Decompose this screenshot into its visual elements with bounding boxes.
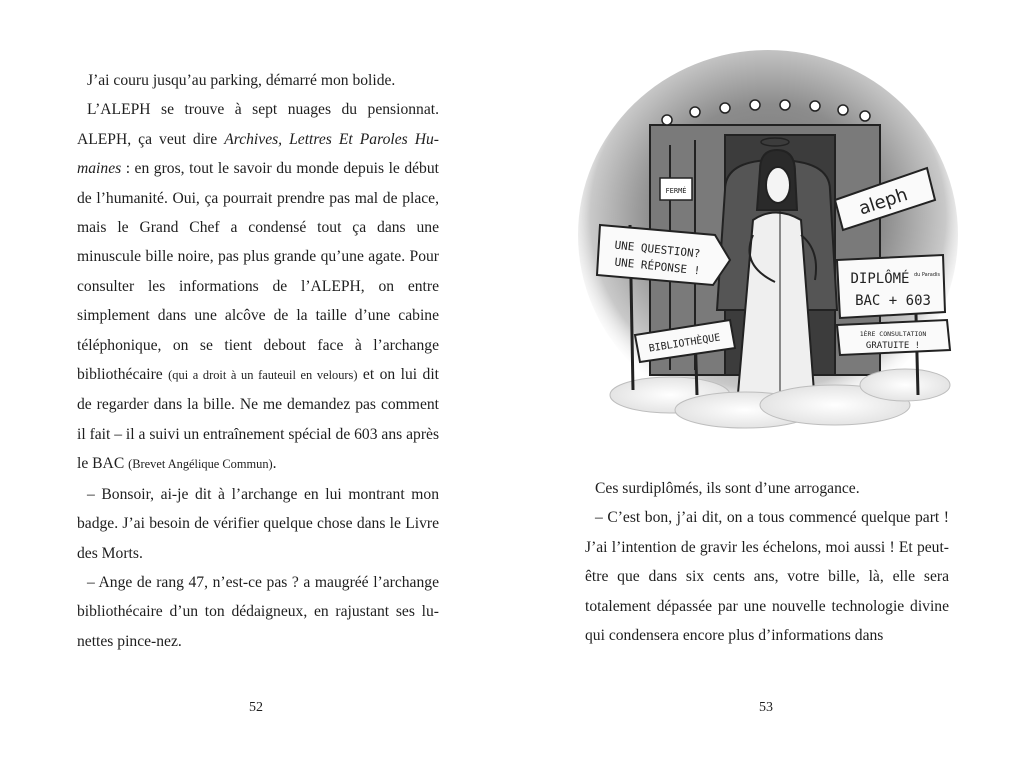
paragraph: L’ALEPH se trouve à sept nuages du pensionnat. ALEPH, ça veut dire Archives, Lettres Et Paroles Humaines : en gros, tout le savoir du monde depuis le début de l’humanité. Oui, ça pourrait prendre pas mal de place, mais le Grand Chef a condensé tout ça dans une minuscule bille noire, pas plus grande qu’une agate. Pour consulter les informations de l’ALEPH, on entre simplement dans une alcôve de la taille d’une cabine téléphonique, on se tient debout face à l’archange bibliothécaire (qui a droit à un fauteuil en velours) et on lui dit de regarder dans la bille. Ne me demandez pas comment il fait – il a suivi un entraînement spécial de 603 ans après le BAC (Brevet Angélique Commun). <box>77 101 440 473</box>
illustration-archangel-librarian <box>575 50 961 436</box>
page-number: 53 <box>759 700 773 715</box>
left-page-text <box>77 66 439 656</box>
svg-text:UNE QUESTION?: UNE QUESTION? <box>613 238 701 261</box>
paragraph: Ces surdiplômés, ils sont d’une arrogance. <box>595 480 860 497</box>
sign-question-answer <box>597 225 730 285</box>
svg-text:FERMÉ: FERMÉ <box>665 187 687 195</box>
italic-text: Archives, Lettres Et Paroles Humaines <box>77 130 439 178</box>
svg-text:du Paradis: du Paradis <box>913 272 941 278</box>
paragraph: – Ange de rang 47, n’est-ce pas ? a maugréé l’archange bibliothécaire d’un ton dédaigneux, en rajustant ses lunettes pince-nez. <box>77 573 439 650</box>
paragraph: – Bonsoir, ai-je dit à l’archange en lui montrant mon badge. J’ai besoin de vérifier quelque chose dans le Livre des Morts. <box>77 485 439 562</box>
small-aside: (Brevet Angélique Commun) <box>128 457 273 472</box>
svg-text:UNE RÉPONSE !: UNE RÉPONSE ! <box>613 255 701 278</box>
closed-sign <box>660 178 692 200</box>
sign-diploma <box>837 255 945 318</box>
paragraph: – C’est bon, j’ai dit, on a tous commencé quelque part ! J’ai l’intention de gravir les échelons, moi aussi ! Et peut-être que dans six cents ans, votre bille, là, elle sera totalement dépassée par une nouvelle technologie divine qui condensera encore plus d’informations dans <box>585 509 949 645</box>
sign-free-consultation <box>837 320 950 355</box>
small-aside: (qui a droit à un fauteuil en velours) <box>168 368 358 383</box>
svg-text:aleph: aleph <box>856 184 911 220</box>
svg-text:1ÈRE CONSULTATION: 1ÈRE CONSULTATION <box>859 330 927 338</box>
right-page-text <box>585 474 949 650</box>
svg-text:DIPLÔMÉ: DIPLÔMÉ <box>850 271 910 287</box>
paragraph: J’ai couru jusqu’au parking, démarré mon bolide. <box>87 72 396 89</box>
page-number: 52 <box>249 700 263 715</box>
svg-text:BIBLIOTHÈQUE: BIBLIOTHÈQUE <box>648 332 722 355</box>
svg-text:BAC + 603: BAC + 603 <box>855 293 931 309</box>
right-page <box>512 0 1024 767</box>
svg-text:GRATUITE !: GRATUITE ! <box>865 341 921 351</box>
